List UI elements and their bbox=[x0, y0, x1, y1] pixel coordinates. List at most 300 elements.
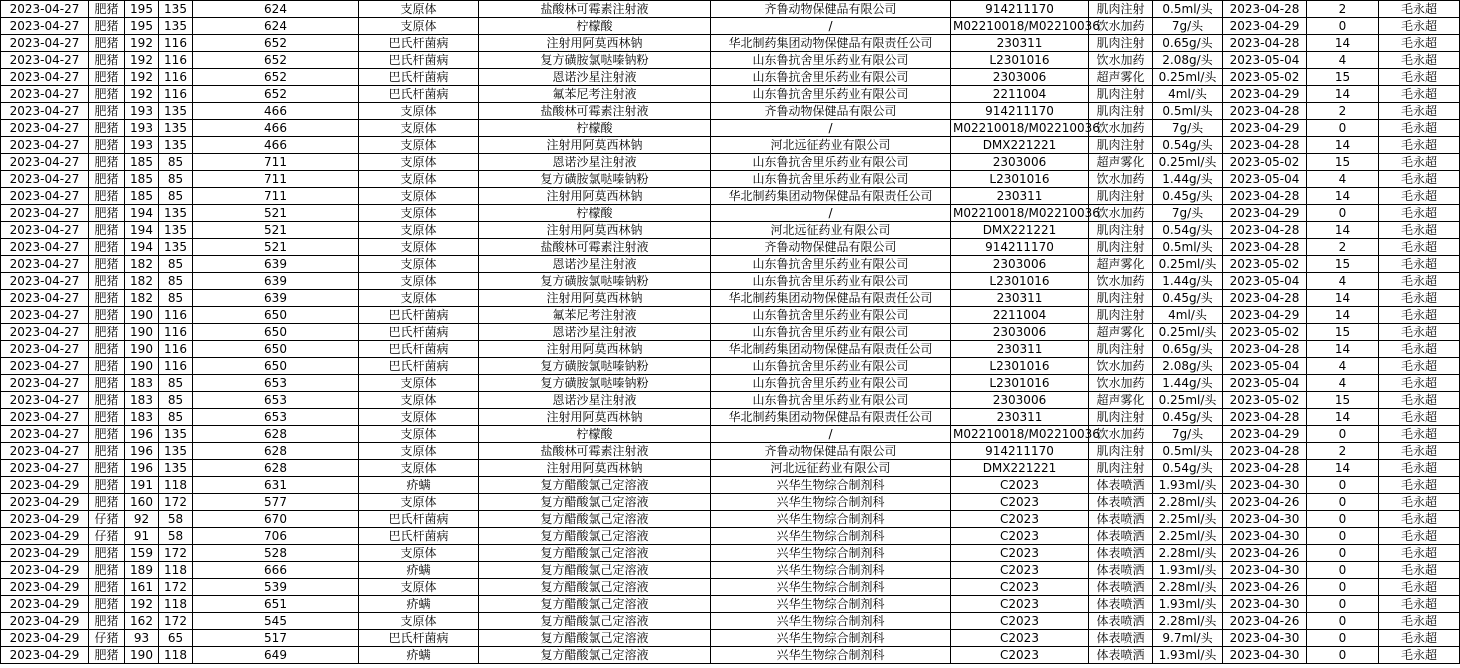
method-cell[interactable]: 肌肉注射 bbox=[1089, 460, 1153, 477]
dosage-cell[interactable]: 7g/头 bbox=[1153, 18, 1223, 35]
count-cell[interactable]: 539 bbox=[193, 579, 359, 596]
withdrawal-date-cell[interactable]: 2023-05-02 bbox=[1223, 69, 1307, 86]
method-cell[interactable]: 肌肉注射 bbox=[1089, 188, 1153, 205]
pen-cell[interactable]: 183 bbox=[125, 409, 159, 426]
manufacturer-cell[interactable]: 山东鲁抗舍里乐药业有限公司 bbox=[711, 69, 951, 86]
withdrawal-days-cell[interactable]: 4 bbox=[1307, 171, 1379, 188]
method-cell[interactable]: 超声雾化 bbox=[1089, 154, 1153, 171]
pen-cell[interactable]: 182 bbox=[125, 256, 159, 273]
date-cell[interactable]: 2023-04-27 bbox=[1, 290, 89, 307]
dosage-cell[interactable]: 0.25ml/头 bbox=[1153, 324, 1223, 341]
batch-cell[interactable]: 2303006 bbox=[951, 154, 1089, 171]
pig-type-cell[interactable]: 肥猪 bbox=[89, 137, 125, 154]
signer-cell[interactable]: 毛永超 bbox=[1379, 647, 1460, 664]
pen-cell[interactable]: 195 bbox=[125, 18, 159, 35]
weight-cell[interactable]: 58 bbox=[159, 511, 193, 528]
withdrawal-date-cell[interactable]: 2023-04-30 bbox=[1223, 596, 1307, 613]
weight-cell[interactable]: 118 bbox=[159, 477, 193, 494]
pig-type-cell[interactable]: 肥猪 bbox=[89, 103, 125, 120]
signer-cell[interactable]: 毛永超 bbox=[1379, 630, 1460, 647]
dosage-cell[interactable]: 1.93ml/头 bbox=[1153, 477, 1223, 494]
disease-cell[interactable]: 支原体 bbox=[359, 103, 479, 120]
drug-cell[interactable]: 氟苯尼考注射液 bbox=[479, 86, 711, 103]
disease-cell[interactable]: 巴氏杆菌病 bbox=[359, 528, 479, 545]
pig-type-cell[interactable]: 肥猪 bbox=[89, 1, 125, 18]
dosage-cell[interactable]: 4ml/头 bbox=[1153, 86, 1223, 103]
pen-cell[interactable]: 192 bbox=[125, 52, 159, 69]
pig-type-cell[interactable]: 肥猪 bbox=[89, 120, 125, 137]
batch-cell[interactable]: C2023 bbox=[951, 477, 1089, 494]
date-cell[interactable]: 2023-04-27 bbox=[1, 375, 89, 392]
count-cell[interactable]: 639 bbox=[193, 273, 359, 290]
pig-type-cell[interactable]: 肥猪 bbox=[89, 273, 125, 290]
manufacturer-cell[interactable]: 河北远征药业有限公司 bbox=[711, 460, 951, 477]
date-cell[interactable]: 2023-04-29 bbox=[1, 579, 89, 596]
disease-cell[interactable]: 支原体 bbox=[359, 409, 479, 426]
method-cell[interactable]: 肌肉注射 bbox=[1089, 137, 1153, 154]
drug-cell[interactable]: 复方磺胺氯哒嗪钠粉 bbox=[479, 171, 711, 188]
dosage-cell[interactable]: 2.28ml/头 bbox=[1153, 494, 1223, 511]
dosage-cell[interactable]: 0.25ml/头 bbox=[1153, 154, 1223, 171]
withdrawal-days-cell[interactable]: 14 bbox=[1307, 86, 1379, 103]
disease-cell[interactable]: 支原体 bbox=[359, 18, 479, 35]
withdrawal-days-cell[interactable]: 14 bbox=[1307, 307, 1379, 324]
weight-cell[interactable]: 172 bbox=[159, 579, 193, 596]
method-cell[interactable]: 饮水加药 bbox=[1089, 358, 1153, 375]
dosage-cell[interactable]: 2.08g/头 bbox=[1153, 358, 1223, 375]
manufacturer-cell[interactable]: / bbox=[711, 205, 951, 222]
signer-cell[interactable]: 毛永超 bbox=[1379, 256, 1460, 273]
dosage-cell[interactable]: 7g/头 bbox=[1153, 120, 1223, 137]
drug-cell[interactable]: 注射用阿莫西林钠 bbox=[479, 35, 711, 52]
signer-cell[interactable]: 毛永超 bbox=[1379, 103, 1460, 120]
pen-cell[interactable]: 182 bbox=[125, 273, 159, 290]
dosage-cell[interactable]: 2.25ml/头 bbox=[1153, 511, 1223, 528]
withdrawal-days-cell[interactable]: 0 bbox=[1307, 579, 1379, 596]
date-cell[interactable]: 2023-04-27 bbox=[1, 222, 89, 239]
pen-cell[interactable]: 195 bbox=[125, 1, 159, 18]
dosage-cell[interactable]: 0.65g/头 bbox=[1153, 341, 1223, 358]
weight-cell[interactable]: 135 bbox=[159, 120, 193, 137]
date-cell[interactable]: 2023-04-27 bbox=[1, 460, 89, 477]
signer-cell[interactable]: 毛永超 bbox=[1379, 52, 1460, 69]
count-cell[interactable]: 652 bbox=[193, 52, 359, 69]
signer-cell[interactable]: 毛永超 bbox=[1379, 273, 1460, 290]
dosage-cell[interactable]: 0.5ml/头 bbox=[1153, 443, 1223, 460]
pen-cell[interactable]: 185 bbox=[125, 188, 159, 205]
manufacturer-cell[interactable]: 华北制药集团动物保健品有限责任公司 bbox=[711, 409, 951, 426]
withdrawal-date-cell[interactable]: 2023-04-28 bbox=[1223, 341, 1307, 358]
withdrawal-days-cell[interactable]: 2 bbox=[1307, 443, 1379, 460]
count-cell[interactable]: 711 bbox=[193, 171, 359, 188]
pig-type-cell[interactable]: 肥猪 bbox=[89, 86, 125, 103]
drug-cell[interactable]: 复方醋酸氯己定溶液 bbox=[479, 511, 711, 528]
date-cell[interactable]: 2023-04-27 bbox=[1, 18, 89, 35]
pen-cell[interactable]: 93 bbox=[125, 630, 159, 647]
batch-cell[interactable]: 914211170 bbox=[951, 103, 1089, 120]
manufacturer-cell[interactable]: 兴华生物综合制剂科 bbox=[711, 579, 951, 596]
disease-cell[interactable]: 疥螨 bbox=[359, 477, 479, 494]
method-cell[interactable]: 肌肉注射 bbox=[1089, 290, 1153, 307]
drug-cell[interactable]: 注射用阿莫西林钠 bbox=[479, 460, 711, 477]
signer-cell[interactable]: 毛永超 bbox=[1379, 375, 1460, 392]
count-cell[interactable]: 652 bbox=[193, 35, 359, 52]
drug-cell[interactable]: 复方磺胺氯哒嗪钠粉 bbox=[479, 358, 711, 375]
withdrawal-date-cell[interactable]: 2023-04-29 bbox=[1223, 86, 1307, 103]
manufacturer-cell[interactable]: 山东鲁抗舍里乐药业有限公司 bbox=[711, 154, 951, 171]
method-cell[interactable]: 体表喷洒 bbox=[1089, 494, 1153, 511]
disease-cell[interactable]: 支原体 bbox=[359, 188, 479, 205]
pig-type-cell[interactable]: 肥猪 bbox=[89, 341, 125, 358]
withdrawal-date-cell[interactable]: 2023-04-28 bbox=[1223, 222, 1307, 239]
pig-type-cell[interactable]: 仔猪 bbox=[89, 511, 125, 528]
pen-cell[interactable]: 162 bbox=[125, 613, 159, 630]
count-cell[interactable]: 631 bbox=[193, 477, 359, 494]
count-cell[interactable]: 628 bbox=[193, 443, 359, 460]
count-cell[interactable]: 517 bbox=[193, 630, 359, 647]
drug-cell[interactable]: 恩诺沙星注射液 bbox=[479, 154, 711, 171]
disease-cell[interactable]: 支原体 bbox=[359, 120, 479, 137]
manufacturer-cell[interactable]: 山东鲁抗舍里乐药业有限公司 bbox=[711, 307, 951, 324]
weight-cell[interactable]: 135 bbox=[159, 239, 193, 256]
batch-cell[interactable]: L2301016 bbox=[951, 358, 1089, 375]
pen-cell[interactable]: 160 bbox=[125, 494, 159, 511]
method-cell[interactable]: 饮水加药 bbox=[1089, 375, 1153, 392]
signer-cell[interactable]: 毛永超 bbox=[1379, 562, 1460, 579]
count-cell[interactable]: 711 bbox=[193, 154, 359, 171]
dosage-cell[interactable]: 0.5ml/头 bbox=[1153, 103, 1223, 120]
date-cell[interactable]: 2023-04-27 bbox=[1, 358, 89, 375]
pen-cell[interactable]: 183 bbox=[125, 375, 159, 392]
weight-cell[interactable]: 172 bbox=[159, 494, 193, 511]
pen-cell[interactable]: 185 bbox=[125, 154, 159, 171]
dosage-cell[interactable]: 2.08g/头 bbox=[1153, 52, 1223, 69]
dosage-cell[interactable]: 7g/头 bbox=[1153, 426, 1223, 443]
count-cell[interactable]: 652 bbox=[193, 86, 359, 103]
manufacturer-cell[interactable]: 华北制药集团动物保健品有限责任公司 bbox=[711, 35, 951, 52]
method-cell[interactable]: 饮水加药 bbox=[1089, 171, 1153, 188]
withdrawal-days-cell[interactable]: 14 bbox=[1307, 137, 1379, 154]
method-cell[interactable]: 体表喷洒 bbox=[1089, 630, 1153, 647]
disease-cell[interactable]: 疥螨 bbox=[359, 647, 479, 664]
batch-cell[interactable]: 914211170 bbox=[951, 239, 1089, 256]
batch-cell[interactable]: M02210018/M02210036 bbox=[951, 205, 1089, 222]
disease-cell[interactable]: 巴氏杆菌病 bbox=[359, 52, 479, 69]
drug-cell[interactable]: 恩诺沙星注射液 bbox=[479, 324, 711, 341]
withdrawal-date-cell[interactable]: 2023-04-30 bbox=[1223, 528, 1307, 545]
weight-cell[interactable]: 85 bbox=[159, 171, 193, 188]
signer-cell[interactable]: 毛永超 bbox=[1379, 426, 1460, 443]
batch-cell[interactable]: C2023 bbox=[951, 494, 1089, 511]
batch-cell[interactable]: C2023 bbox=[951, 562, 1089, 579]
drug-cell[interactable]: 柠檬酸 bbox=[479, 120, 711, 137]
disease-cell[interactable]: 巴氏杆菌病 bbox=[359, 307, 479, 324]
disease-cell[interactable]: 支原体 bbox=[359, 613, 479, 630]
drug-cell[interactable]: 盐酸林可霉素注射液 bbox=[479, 1, 711, 18]
drug-cell[interactable]: 盐酸林可霉素注射液 bbox=[479, 239, 711, 256]
disease-cell[interactable]: 支原体 bbox=[359, 426, 479, 443]
withdrawal-date-cell[interactable]: 2023-04-28 bbox=[1223, 290, 1307, 307]
withdrawal-days-cell[interactable]: 14 bbox=[1307, 222, 1379, 239]
date-cell[interactable]: 2023-04-29 bbox=[1, 562, 89, 579]
weight-cell[interactable]: 85 bbox=[159, 375, 193, 392]
batch-cell[interactable]: L2301016 bbox=[951, 52, 1089, 69]
withdrawal-days-cell[interactable]: 4 bbox=[1307, 358, 1379, 375]
date-cell[interactable]: 2023-04-29 bbox=[1, 494, 89, 511]
pen-cell[interactable]: 91 bbox=[125, 528, 159, 545]
disease-cell[interactable]: 支原体 bbox=[359, 392, 479, 409]
method-cell[interactable]: 超声雾化 bbox=[1089, 256, 1153, 273]
batch-cell[interactable]: 2211004 bbox=[951, 86, 1089, 103]
disease-cell[interactable]: 巴氏杆菌病 bbox=[359, 511, 479, 528]
disease-cell[interactable]: 巴氏杆菌病 bbox=[359, 341, 479, 358]
signer-cell[interactable]: 毛永超 bbox=[1379, 137, 1460, 154]
manufacturer-cell[interactable]: 河北远征药业有限公司 bbox=[711, 222, 951, 239]
date-cell[interactable]: 2023-04-27 bbox=[1, 256, 89, 273]
batch-cell[interactable]: 2211004 bbox=[951, 307, 1089, 324]
withdrawal-days-cell[interactable]: 14 bbox=[1307, 188, 1379, 205]
dosage-cell[interactable]: 0.45g/头 bbox=[1153, 188, 1223, 205]
signer-cell[interactable]: 毛永超 bbox=[1379, 171, 1460, 188]
count-cell[interactable]: 711 bbox=[193, 188, 359, 205]
drug-cell[interactable]: 复方醋酸氯己定溶液 bbox=[479, 647, 711, 664]
pig-type-cell[interactable]: 仔猪 bbox=[89, 528, 125, 545]
manufacturer-cell[interactable]: 兴华生物综合制剂科 bbox=[711, 545, 951, 562]
signer-cell[interactable]: 毛永超 bbox=[1379, 511, 1460, 528]
date-cell[interactable]: 2023-04-29 bbox=[1, 477, 89, 494]
disease-cell[interactable]: 支原体 bbox=[359, 239, 479, 256]
pig-type-cell[interactable]: 肥猪 bbox=[89, 375, 125, 392]
date-cell[interactable]: 2023-04-27 bbox=[1, 103, 89, 120]
method-cell[interactable]: 体表喷洒 bbox=[1089, 528, 1153, 545]
withdrawal-days-cell[interactable]: 4 bbox=[1307, 273, 1379, 290]
weight-cell[interactable]: 118 bbox=[159, 562, 193, 579]
withdrawal-date-cell[interactable]: 2023-04-26 bbox=[1223, 494, 1307, 511]
pen-cell[interactable]: 190 bbox=[125, 358, 159, 375]
drug-cell[interactable]: 盐酸林可霉素注射液 bbox=[479, 443, 711, 460]
batch-cell[interactable]: 230311 bbox=[951, 35, 1089, 52]
pen-cell[interactable]: 190 bbox=[125, 324, 159, 341]
pen-cell[interactable]: 192 bbox=[125, 596, 159, 613]
withdrawal-date-cell[interactable]: 2023-04-28 bbox=[1223, 188, 1307, 205]
method-cell[interactable]: 体表喷洒 bbox=[1089, 596, 1153, 613]
method-cell[interactable]: 肌肉注射 bbox=[1089, 443, 1153, 460]
batch-cell[interactable]: M02210018/M02210036 bbox=[951, 18, 1089, 35]
manufacturer-cell[interactable]: 山东鲁抗舍里乐药业有限公司 bbox=[711, 171, 951, 188]
date-cell[interactable]: 2023-04-29 bbox=[1, 528, 89, 545]
dosage-cell[interactable]: 7g/头 bbox=[1153, 205, 1223, 222]
drug-cell[interactable]: 复方醋酸氯己定溶液 bbox=[479, 494, 711, 511]
dosage-cell[interactable]: 0.54g/头 bbox=[1153, 460, 1223, 477]
batch-cell[interactable]: C2023 bbox=[951, 511, 1089, 528]
weight-cell[interactable]: 85 bbox=[159, 392, 193, 409]
weight-cell[interactable]: 116 bbox=[159, 52, 193, 69]
batch-cell[interactable]: M02210018/M02210036 bbox=[951, 426, 1089, 443]
signer-cell[interactable]: 毛永超 bbox=[1379, 409, 1460, 426]
batch-cell[interactable]: C2023 bbox=[951, 630, 1089, 647]
dosage-cell[interactable]: 0.45g/头 bbox=[1153, 290, 1223, 307]
signer-cell[interactable]: 毛永超 bbox=[1379, 613, 1460, 630]
date-cell[interactable]: 2023-04-29 bbox=[1, 596, 89, 613]
pen-cell[interactable]: 92 bbox=[125, 511, 159, 528]
pig-type-cell[interactable]: 肥猪 bbox=[89, 494, 125, 511]
dosage-cell[interactable]: 2.28ml/头 bbox=[1153, 579, 1223, 596]
disease-cell[interactable]: 支原体 bbox=[359, 256, 479, 273]
disease-cell[interactable]: 巴氏杆菌病 bbox=[359, 86, 479, 103]
pig-type-cell[interactable]: 肥猪 bbox=[89, 154, 125, 171]
method-cell[interactable]: 饮水加药 bbox=[1089, 52, 1153, 69]
signer-cell[interactable]: 毛永超 bbox=[1379, 545, 1460, 562]
withdrawal-date-cell[interactable]: 2023-04-29 bbox=[1223, 18, 1307, 35]
disease-cell[interactable]: 支原体 bbox=[359, 137, 479, 154]
manufacturer-cell[interactable]: 山东鲁抗舍里乐药业有限公司 bbox=[711, 324, 951, 341]
drug-cell[interactable]: 注射用阿莫西林钠 bbox=[479, 341, 711, 358]
withdrawal-date-cell[interactable]: 2023-04-28 bbox=[1223, 409, 1307, 426]
signer-cell[interactable]: 毛永超 bbox=[1379, 324, 1460, 341]
pig-type-cell[interactable]: 肥猪 bbox=[89, 460, 125, 477]
pig-type-cell[interactable]: 肥猪 bbox=[89, 392, 125, 409]
dosage-cell[interactable]: 1.93ml/头 bbox=[1153, 596, 1223, 613]
count-cell[interactable]: 628 bbox=[193, 460, 359, 477]
pig-type-cell[interactable]: 肥猪 bbox=[89, 477, 125, 494]
drug-cell[interactable]: 注射用阿莫西林钠 bbox=[479, 409, 711, 426]
drug-cell[interactable]: 复方磺胺氯哒嗪钠粉 bbox=[479, 52, 711, 69]
withdrawal-date-cell[interactable]: 2023-04-28 bbox=[1223, 460, 1307, 477]
disease-cell[interactable]: 支原体 bbox=[359, 545, 479, 562]
weight-cell[interactable]: 135 bbox=[159, 460, 193, 477]
dosage-cell[interactable]: 1.44g/头 bbox=[1153, 273, 1223, 290]
withdrawal-date-cell[interactable]: 2023-04-28 bbox=[1223, 1, 1307, 18]
signer-cell[interactable]: 毛永超 bbox=[1379, 477, 1460, 494]
manufacturer-cell[interactable]: / bbox=[711, 120, 951, 137]
date-cell[interactable]: 2023-04-27 bbox=[1, 307, 89, 324]
count-cell[interactable]: 650 bbox=[193, 358, 359, 375]
method-cell[interactable]: 肌肉注射 bbox=[1089, 239, 1153, 256]
signer-cell[interactable]: 毛永超 bbox=[1379, 239, 1460, 256]
withdrawal-days-cell[interactable]: 15 bbox=[1307, 324, 1379, 341]
batch-cell[interactable]: 2303006 bbox=[951, 69, 1089, 86]
batch-cell[interactable]: 914211170 bbox=[951, 1, 1089, 18]
withdrawal-days-cell[interactable]: 15 bbox=[1307, 69, 1379, 86]
dosage-cell[interactable]: 0.5ml/头 bbox=[1153, 1, 1223, 18]
date-cell[interactable]: 2023-04-27 bbox=[1, 426, 89, 443]
withdrawal-date-cell[interactable]: 2023-04-26 bbox=[1223, 545, 1307, 562]
count-cell[interactable]: 652 bbox=[193, 69, 359, 86]
batch-cell[interactable]: DMX221221 bbox=[951, 222, 1089, 239]
disease-cell[interactable]: 巴氏杆菌病 bbox=[359, 35, 479, 52]
pig-type-cell[interactable]: 肥猪 bbox=[89, 290, 125, 307]
batch-cell[interactable]: 2303006 bbox=[951, 324, 1089, 341]
signer-cell[interactable]: 毛永超 bbox=[1379, 596, 1460, 613]
manufacturer-cell[interactable]: 兴华生物综合制剂科 bbox=[711, 630, 951, 647]
withdrawal-date-cell[interactable]: 2023-05-02 bbox=[1223, 324, 1307, 341]
withdrawal-days-cell[interactable]: 0 bbox=[1307, 528, 1379, 545]
count-cell[interactable]: 466 bbox=[193, 103, 359, 120]
drug-cell[interactable]: 注射用阿莫西林钠 bbox=[479, 137, 711, 154]
pig-type-cell[interactable]: 肥猪 bbox=[89, 35, 125, 52]
manufacturer-cell[interactable]: 华北制药集团动物保健品有限责任公司 bbox=[711, 341, 951, 358]
disease-cell[interactable]: 支原体 bbox=[359, 154, 479, 171]
drug-cell[interactable]: 复方醋酸氯己定溶液 bbox=[479, 579, 711, 596]
date-cell[interactable]: 2023-04-29 bbox=[1, 545, 89, 562]
withdrawal-date-cell[interactable]: 2023-04-29 bbox=[1223, 205, 1307, 222]
dosage-cell[interactable]: 0.5ml/头 bbox=[1153, 239, 1223, 256]
method-cell[interactable]: 肌肉注射 bbox=[1089, 341, 1153, 358]
date-cell[interactable]: 2023-04-29 bbox=[1, 511, 89, 528]
manufacturer-cell[interactable]: 齐鲁动物保健品有限公司 bbox=[711, 443, 951, 460]
method-cell[interactable]: 肌肉注射 bbox=[1089, 307, 1153, 324]
withdrawal-days-cell[interactable]: 4 bbox=[1307, 52, 1379, 69]
weight-cell[interactable]: 135 bbox=[159, 18, 193, 35]
drug-cell[interactable]: 柠檬酸 bbox=[479, 205, 711, 222]
withdrawal-date-cell[interactable]: 2023-04-30 bbox=[1223, 647, 1307, 664]
withdrawal-date-cell[interactable]: 2023-05-04 bbox=[1223, 358, 1307, 375]
method-cell[interactable]: 肌肉注射 bbox=[1089, 1, 1153, 18]
count-cell[interactable]: 521 bbox=[193, 222, 359, 239]
count-cell[interactable]: 650 bbox=[193, 341, 359, 358]
count-cell[interactable]: 651 bbox=[193, 596, 359, 613]
batch-cell[interactable]: 230311 bbox=[951, 290, 1089, 307]
pen-cell[interactable]: 189 bbox=[125, 562, 159, 579]
drug-cell[interactable]: 复方醋酸氯己定溶液 bbox=[479, 477, 711, 494]
weight-cell[interactable]: 116 bbox=[159, 358, 193, 375]
pen-cell[interactable]: 159 bbox=[125, 545, 159, 562]
method-cell[interactable]: 超声雾化 bbox=[1089, 69, 1153, 86]
count-cell[interactable]: 466 bbox=[193, 120, 359, 137]
withdrawal-date-cell[interactable]: 2023-04-28 bbox=[1223, 239, 1307, 256]
drug-cell[interactable]: 柠檬酸 bbox=[479, 18, 711, 35]
drug-cell[interactable]: 恩诺沙星注射液 bbox=[479, 392, 711, 409]
withdrawal-date-cell[interactable]: 2023-04-29 bbox=[1223, 426, 1307, 443]
withdrawal-date-cell[interactable]: 2023-05-04 bbox=[1223, 52, 1307, 69]
weight-cell[interactable]: 116 bbox=[159, 69, 193, 86]
manufacturer-cell[interactable]: 山东鲁抗舍里乐药业有限公司 bbox=[711, 358, 951, 375]
batch-cell[interactable]: 230311 bbox=[951, 409, 1089, 426]
manufacturer-cell[interactable]: 兴华生物综合制剂科 bbox=[711, 647, 951, 664]
weight-cell[interactable]: 85 bbox=[159, 188, 193, 205]
signer-cell[interactable]: 毛永超 bbox=[1379, 392, 1460, 409]
method-cell[interactable]: 肌肉注射 bbox=[1089, 409, 1153, 426]
method-cell[interactable]: 饮水加药 bbox=[1089, 120, 1153, 137]
withdrawal-days-cell[interactable]: 0 bbox=[1307, 18, 1379, 35]
weight-cell[interactable]: 172 bbox=[159, 613, 193, 630]
weight-cell[interactable]: 85 bbox=[159, 290, 193, 307]
disease-cell[interactable]: 疥螨 bbox=[359, 562, 479, 579]
dosage-cell[interactable]: 4ml/头 bbox=[1153, 307, 1223, 324]
pig-type-cell[interactable]: 肥猪 bbox=[89, 647, 125, 664]
signer-cell[interactable]: 毛永超 bbox=[1379, 188, 1460, 205]
dosage-cell[interactable]: 0.25ml/头 bbox=[1153, 392, 1223, 409]
count-cell[interactable]: 653 bbox=[193, 375, 359, 392]
drug-cell[interactable]: 注射用阿莫西林钠 bbox=[479, 290, 711, 307]
signer-cell[interactable]: 毛永超 bbox=[1379, 460, 1460, 477]
pig-type-cell[interactable]: 肥猪 bbox=[89, 69, 125, 86]
count-cell[interactable]: 706 bbox=[193, 528, 359, 545]
drug-cell[interactable]: 复方磺胺氯哒嗪钠粉 bbox=[479, 273, 711, 290]
signer-cell[interactable]: 毛永超 bbox=[1379, 35, 1460, 52]
count-cell[interactable]: 670 bbox=[193, 511, 359, 528]
disease-cell[interactable]: 支原体 bbox=[359, 460, 479, 477]
disease-cell[interactable]: 支原体 bbox=[359, 443, 479, 460]
disease-cell[interactable]: 疥螨 bbox=[359, 596, 479, 613]
withdrawal-days-cell[interactable]: 14 bbox=[1307, 409, 1379, 426]
signer-cell[interactable]: 毛永超 bbox=[1379, 120, 1460, 137]
pig-type-cell[interactable]: 肥猪 bbox=[89, 256, 125, 273]
date-cell[interactable]: 2023-04-27 bbox=[1, 137, 89, 154]
drug-cell[interactable]: 注射用阿莫西林钠 bbox=[479, 188, 711, 205]
batch-cell[interactable]: L2301016 bbox=[951, 375, 1089, 392]
withdrawal-date-cell[interactable]: 2023-04-29 bbox=[1223, 120, 1307, 137]
